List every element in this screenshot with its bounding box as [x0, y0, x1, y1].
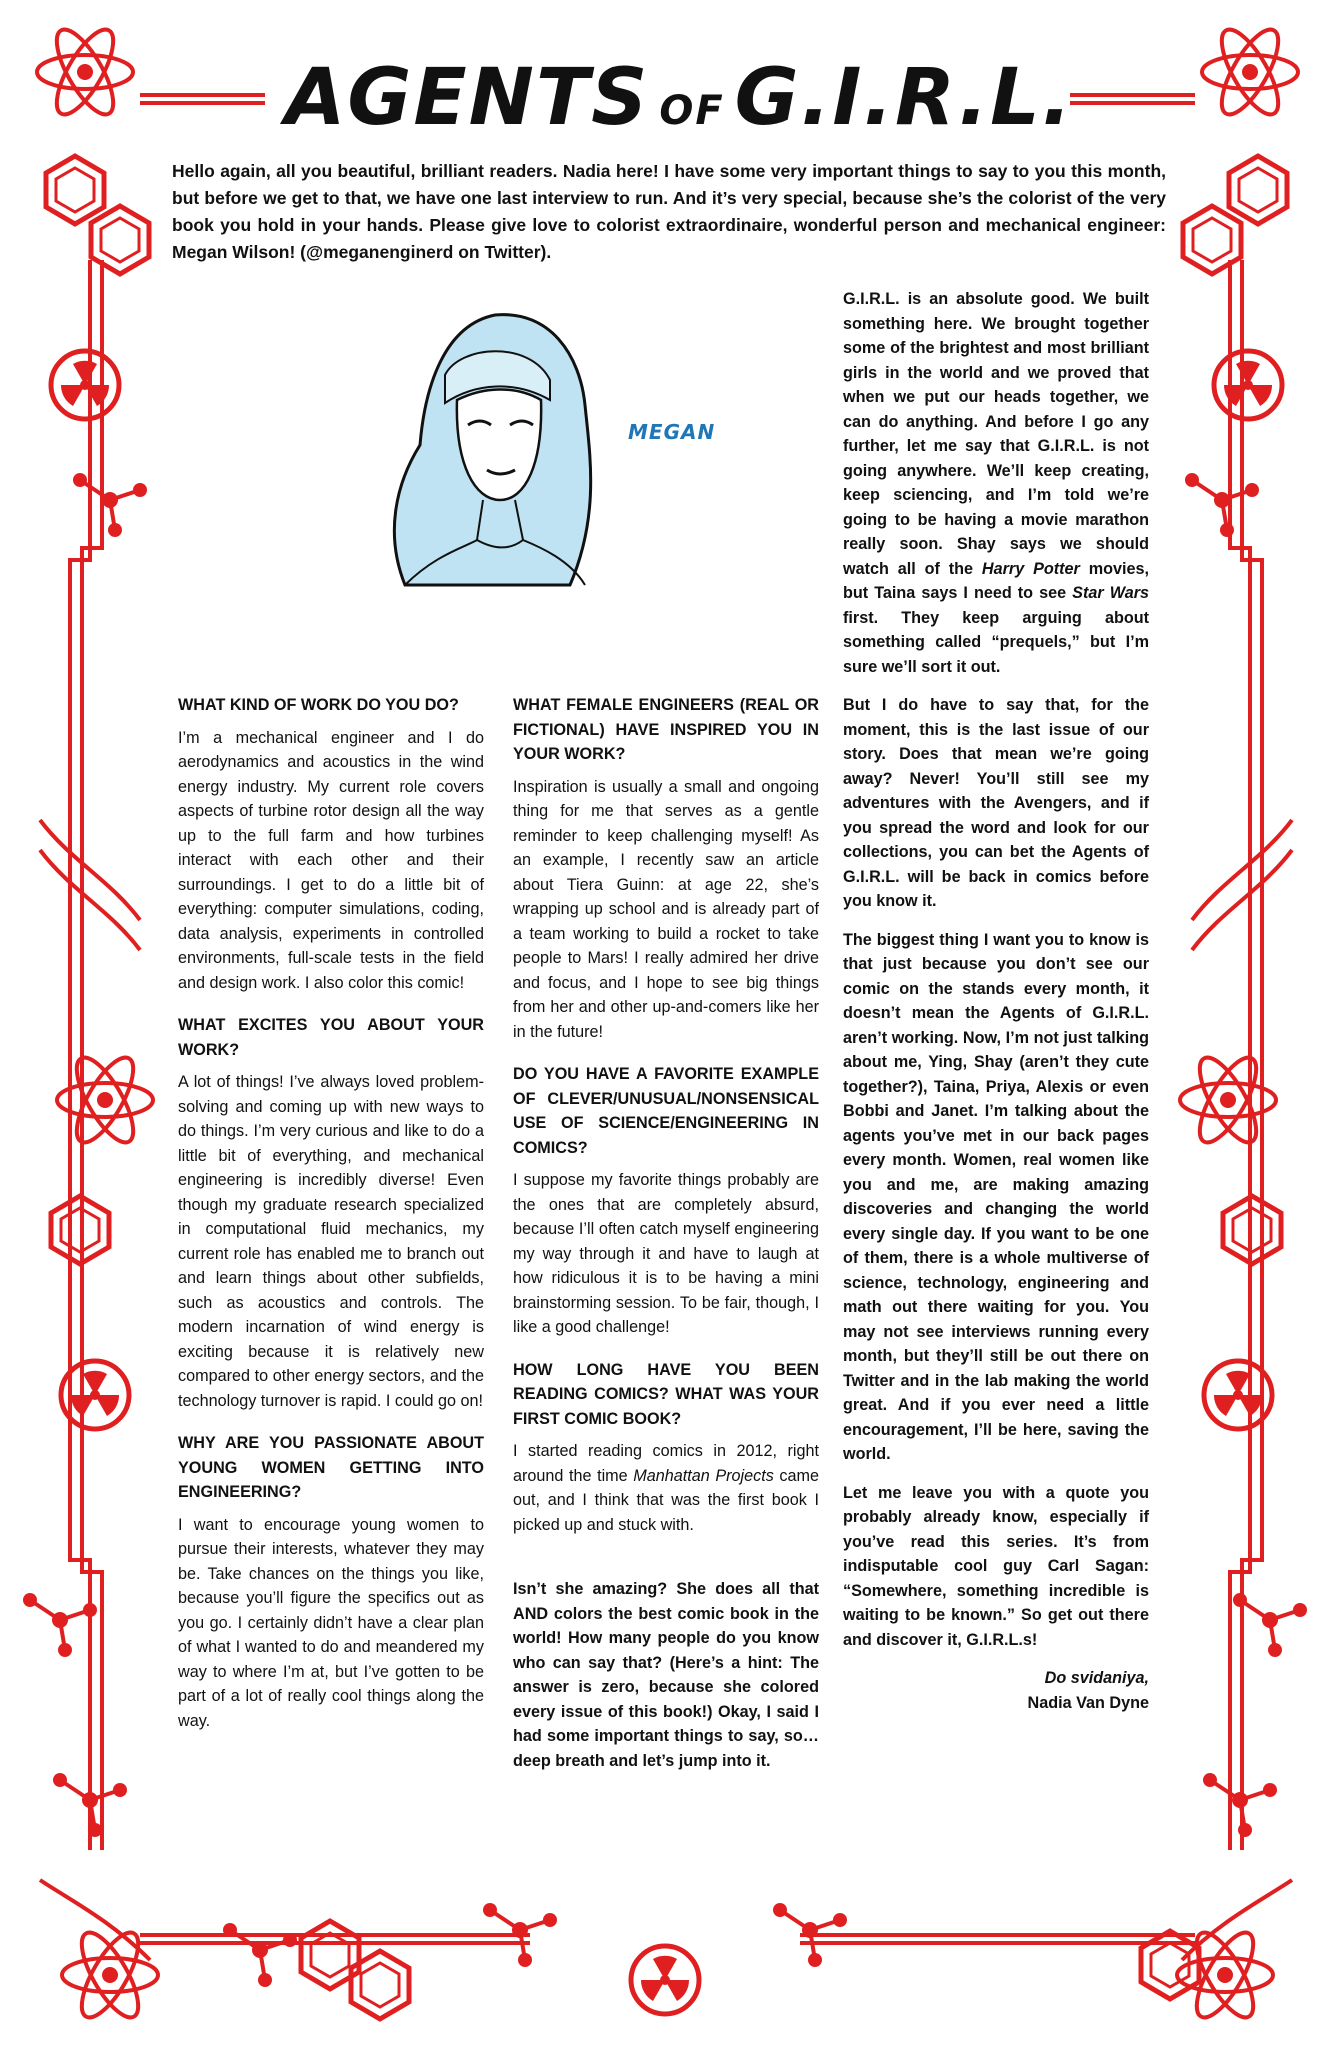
interview-answer: I started reading comics in 2012, right around the time Manhattan Projects came out, and I think that was the first book I picked up and stuck with.: [513, 1442, 819, 1534]
title-agents: AGENTS: [285, 53, 650, 143]
letter-paragraph: G.I.R.L. is an absolute good. We built something here. We brought together some of the brightest and most brilliant girls in the world and we proved that when we put our heads together, we can do anything. And before I go any further, let me say that G.I.R.L. is not going anywhere. We’ll keep creating, keep sciencing, and I’m told we’re going to be having a movie marathon really soon. Shay says we should watch all of the Harry Potter movies, but Taina says I need to see Star Wars first. They keep arguing about something called “prequels,” but I’m sure we’ll sort it out.: [843, 290, 1150, 676]
interview-answer: I want to encourage young women to pursue their interests, whatever they may be. Take chances on the things you like, because you’ll figure the specifics out as you go. I certainly didn’t have a clear plan of what I wanted to do and meandered my way to where I’m at, but I’ve gotten to be part of a lot of really cool things along the way.: [178, 1515, 484, 1730]
interview-answer: A lot of things! I’ve always loved problem-solving and coming up with new ways to do things. I’m very curious and like to do a little bit of everything, and mechanical engineering is incredibly diverse! Even though my graduate research specialized in computational fluid mechanics, my current role has enabled me to branch out and learn things about other subfields, such as acoustics and controls. The modern incarnation of wind energy is exciting because it is relatively new compared to other energy sectors, and the technology turnover is rapid. I could go on!: [178, 1073, 484, 1410]
portrait-label: MEGAN: [628, 420, 716, 444]
interview-answer: Inspiration is usually a small and ongoing thing for me that serves as a gentle reminder to keep challenging myself! As an example, I recently saw an article about Tiera Guinn: at age 22, she’s wrapping up school and is already part of a team working to build a rocket to take people to Mars! I really admired her drive and focus, and I hope to see big things from her and other up-and-comers like her in the future!: [513, 777, 819, 1041]
letter-paragraph: The biggest thing I want you to know is that just because you don’t see our comic on the stands every month, it doesn’t mean the Agents of G.I.R.L. aren’t working. Now, I’m not just talking about me, Ying, Shay (aren’t they cute together?), Taina, Priya, Alexis or even Bobbi and Janet. I’m talking about the agents you’ve met in our back pages every month. Women, real women like you and me, are making amazing discoveries and changing the world every single day. If you want to be one of them, there is a whole multiverse of science, technology, engineering and math out there waiting for you. You may not see interviews running every month, but they’ll still be out there on Twitter and in the lab making the world great. And if you ever need a little encouragement, I’ll be here, saving the world.: [843, 930, 1149, 1463]
interview-column-1: [178, 693, 484, 1751]
title-of: OF: [659, 88, 725, 134]
interview-question: WHAT FEMALE ENGINEERS (REAL OR FICTIONAL) HAVE INSPIRED YOU IN YOUR WORK?: [513, 696, 819, 763]
interview-question: WHAT KIND OF WORK DO YOU DO?: [178, 696, 459, 714]
title-girl: G.I.R.L.: [734, 53, 1074, 143]
sign-off: Do svidaniya,: [1044, 1669, 1149, 1687]
outro-paragraph: Isn’t she amazing? She does all that AND colors the best comic book in the world! How many people do you know who can say that? (Here’s a hint: The answer is zero, because she colored every issue of this book!) Okay, I said I had some important things to say, so…deep breath and let’s jump into it.: [513, 1580, 819, 1770]
page-title: [285, 48, 1074, 148]
letter-paragraph: Let me leave you with a quote you probably already know, especially if you’ve read this series. It’s from indisputable cool guy Carl Sagan: “Somewhere, something incredible is waiting to be known.” So get out there and discover it, G.I.R.L.s!: [843, 1483, 1149, 1649]
interview-answer: I’m a mechanical engineer and I do aerodynamics and acoustics in the wind energy industry. My current role covers aspects of turbine rotor design all the way up to the full farm and how turbines interact with each other and their surroundings. I get to do a little bit of everything: computer simulations, coding, data analysis, experiments in controlled environments, full-scale tests in the field and design work. I also color this comic!: [178, 728, 484, 992]
interview-question: WHY ARE YOU PASSIONATE ABOUT YOUNG WOMEN GETTING INTO ENGINEERING?: [178, 1434, 484, 1501]
nadia-letter-column: [843, 287, 1149, 1715]
letter-paragraph: But I do have to say that, for the moment, this is the last issue of our story. Does that mean we’re going away? Never! You’ll still see my adventures with the Avengers, and if you spread the word and look for our collections, you can bet the Agents of G.I.R.L. will be back in comics before you know it.: [843, 696, 1149, 910]
interview-question: HOW LONG HAVE YOU BEEN READING COMICS? WHAT WAS YOUR FIRST COMIC BOOK?: [513, 1360, 819, 1428]
interview-column-2: [513, 693, 819, 1789]
sign-name: Nadia Van Dyne: [1027, 1693, 1149, 1712]
interview-answer: I suppose my favorite things probably are the ones that are completely absurd, because I’ll often catch myself engineering my way through it and have to laugh at how ridiculous it is to be having a mini brainstorming session. To be fair, though, I like a good challenge!: [513, 1171, 819, 1336]
megan-portrait: [365, 285, 625, 595]
signature: [843, 1666, 1149, 1715]
interview-question: WHAT EXCITES YOU ABOUT YOUR WORK?: [178, 1016, 484, 1059]
intro-paragraph: Hello again, all you beautiful, brilliant readers. Nadia here! I have some very important things to say to you this month, but before we get to that, we have one last interview to run. And it’s very special, because she’s the colorist of the very book you hold in your hands. Please give love to colorist extraordinaire, wonderful person and mechanical engineer: Megan Wilson! (@meganenginerd on Twitter).: [172, 160, 1166, 262]
interview-question: DO YOU HAVE A FAVORITE EXAMPLE OF CLEVER/UNUSUAL/NONSENSICAL USE OF SCIENCE/ENGINEERING IN COMICS?: [513, 1065, 819, 1157]
